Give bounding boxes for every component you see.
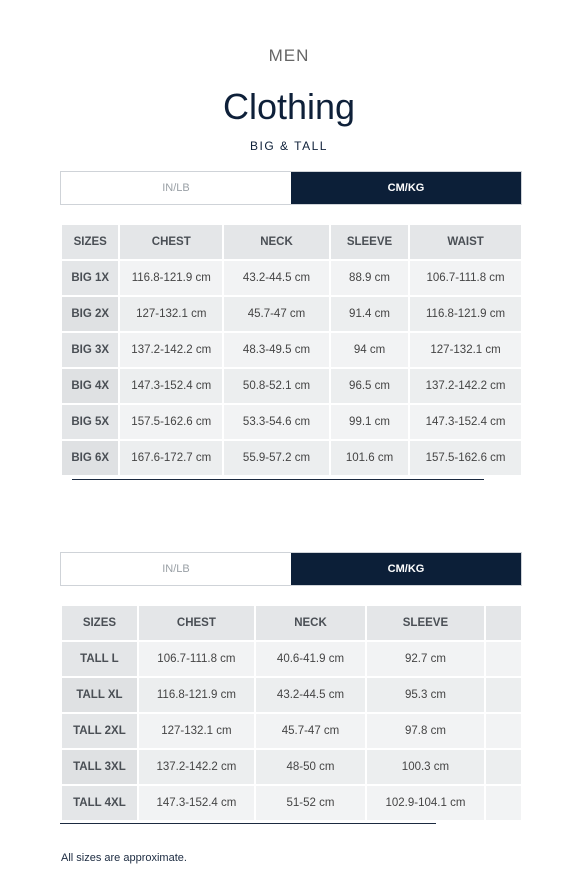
measurement-cell: 137.2-142.2 cm bbox=[139, 750, 254, 784]
measurement-cell: 116.8-121.9 cm bbox=[120, 261, 222, 295]
size-cell: TALL XL bbox=[62, 678, 137, 712]
measurement-cell: 97.8 cm bbox=[367, 714, 484, 748]
size-cell: BIG 4X bbox=[62, 369, 118, 403]
measurement-cell: 43.2-44.5 cm bbox=[224, 261, 329, 295]
big-size-table bbox=[60, 223, 523, 477]
units-cmkg-option[interactable]: CM/KG bbox=[291, 553, 521, 585]
table-row bbox=[62, 786, 521, 820]
measurement-cell bbox=[486, 786, 521, 820]
size-cell: TALL L bbox=[62, 642, 137, 676]
section-eyebrow: MEN bbox=[268, 46, 310, 65]
big-table-underline bbox=[72, 479, 484, 480]
measurement-cell: 102.9-104.1 cm bbox=[367, 786, 484, 820]
measurement-cell: 40.6-41.9 cm bbox=[256, 642, 365, 676]
measurement-cell: 147.3-152.4 cm bbox=[120, 369, 222, 403]
units-inlb-option[interactable]: IN/LB bbox=[162, 563, 190, 575]
size-cell: TALL 4XL bbox=[62, 786, 137, 820]
table-row bbox=[62, 750, 521, 784]
measurement-cell: 50.8-52.1 cm bbox=[224, 369, 329, 403]
measurement-cell: 167.6-172.7 cm bbox=[120, 441, 222, 475]
measurement-cell bbox=[486, 750, 521, 784]
size-cell: BIG 1X bbox=[62, 261, 118, 295]
table-row bbox=[62, 405, 521, 439]
measurement-cell: 100.3 cm bbox=[367, 750, 484, 784]
measurement-cell bbox=[486, 714, 521, 748]
table-row bbox=[62, 642, 521, 676]
measurement-cell: 127-132.1 cm bbox=[139, 714, 254, 748]
measurement-cell: 157.5-162.6 cm bbox=[410, 441, 521, 475]
column-header: SLEEVE bbox=[331, 225, 408, 259]
page-title: Clothing bbox=[222, 86, 356, 127]
measurement-cell: 99.1 cm bbox=[331, 405, 408, 439]
measurement-cell bbox=[486, 678, 521, 712]
measurement-cell: 51-52 cm bbox=[256, 786, 365, 820]
measurement-cell: 147.3-152.4 cm bbox=[139, 786, 254, 820]
table-row bbox=[62, 261, 521, 295]
size-cell: BIG 6X bbox=[62, 441, 118, 475]
column-header: SIZES bbox=[62, 225, 118, 259]
units-toggle-tall bbox=[60, 552, 522, 586]
size-cell: BIG 5X bbox=[62, 405, 118, 439]
measurement-cell: 94 cm bbox=[331, 333, 408, 367]
units-inlb-option[interactable]: IN/LB bbox=[162, 182, 190, 194]
column-header bbox=[486, 606, 521, 640]
measurement-cell bbox=[486, 642, 521, 676]
measurement-cell: 137.2-142.2 cm bbox=[410, 369, 521, 403]
measurement-cell: 127-132.1 cm bbox=[120, 297, 222, 331]
column-header: NECK bbox=[224, 225, 329, 259]
table-row bbox=[62, 678, 521, 712]
measurement-cell: 43.2-44.5 cm bbox=[256, 678, 365, 712]
column-header: SIZES bbox=[62, 606, 137, 640]
measurement-cell: 127-132.1 cm bbox=[410, 333, 521, 367]
table-row bbox=[62, 441, 521, 475]
column-header: CHEST bbox=[139, 606, 254, 640]
measurement-cell: 95.3 cm bbox=[367, 678, 484, 712]
units-toggle-big bbox=[60, 171, 522, 205]
measurement-cell: 91.4 cm bbox=[331, 297, 408, 331]
size-cell: TALL 2XL bbox=[62, 714, 137, 748]
measurement-cell: 137.2-142.2 cm bbox=[120, 333, 222, 367]
column-header: SLEEVE bbox=[367, 606, 484, 640]
size-cell: BIG 3X bbox=[62, 333, 118, 367]
table-row bbox=[62, 714, 521, 748]
approximate-note: All sizes are approximate. bbox=[61, 852, 187, 864]
measurement-cell: 55.9-57.2 cm bbox=[224, 441, 329, 475]
measurement-cell: 147.3-152.4 cm bbox=[410, 405, 521, 439]
units-cmkg-option[interactable]: CM/KG bbox=[291, 172, 521, 204]
measurement-cell: 45.7-47 cm bbox=[224, 297, 329, 331]
measurement-cell: 45.7-47 cm bbox=[256, 714, 365, 748]
table-row bbox=[62, 369, 521, 403]
tall-size-table bbox=[60, 604, 523, 822]
measurement-cell: 88.9 cm bbox=[331, 261, 408, 295]
tall-table-underline bbox=[60, 823, 436, 824]
table-row bbox=[62, 333, 521, 367]
column-header: CHEST bbox=[120, 225, 222, 259]
measurement-cell: 116.8-121.9 cm bbox=[410, 297, 521, 331]
column-header: NECK bbox=[256, 606, 365, 640]
measurement-cell: 157.5-162.6 cm bbox=[120, 405, 222, 439]
measurement-cell: 116.8-121.9 cm bbox=[139, 678, 254, 712]
measurement-cell: 92.7 cm bbox=[367, 642, 484, 676]
measurement-cell: 101.6 cm bbox=[331, 441, 408, 475]
size-cell: TALL 3XL bbox=[62, 750, 137, 784]
measurement-cell: 106.7-111.8 cm bbox=[139, 642, 254, 676]
measurement-cell: 48-50 cm bbox=[256, 750, 365, 784]
table-row bbox=[62, 297, 521, 331]
column-header: WAIST bbox=[410, 225, 521, 259]
page-subtitle: BIG & TALL bbox=[250, 139, 328, 153]
measurement-cell: 48.3-49.5 cm bbox=[224, 333, 329, 367]
measurement-cell: 53.3-54.6 cm bbox=[224, 405, 329, 439]
measurement-cell: 106.7-111.8 cm bbox=[410, 261, 521, 295]
size-cell: BIG 2X bbox=[62, 297, 118, 331]
measurement-cell: 96.5 cm bbox=[331, 369, 408, 403]
